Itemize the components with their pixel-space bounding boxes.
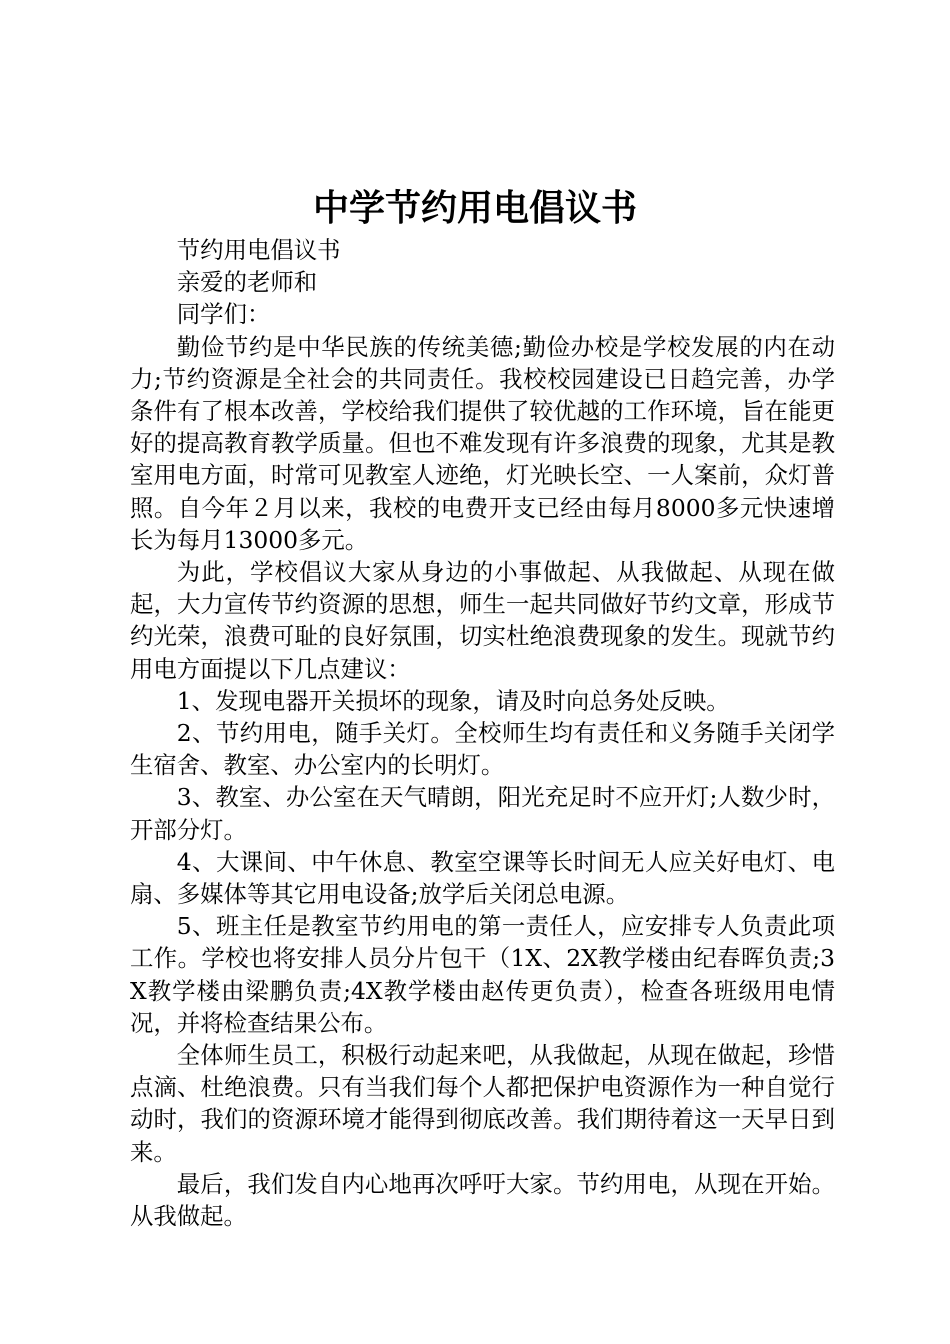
paragraph-salutation-1: 亲爱的老师和 (176, 268, 318, 297)
document-body (130, 234, 835, 1232)
paragraph-item-2: 2、节约用电，随手关灯。全校师生均有责任和义务随手关闭学生宿舍、教室、办公室内的长明灯。 (130, 719, 835, 780)
paragraph-item-5: 5、班主任是教室节约用电的第一责任人，应安排专人负责此项工作。学校也将安排人员分片包干（1X、2X教学楼由纪春晖负责;3X教学楼由梁鹏负责;4X教学楼由赵传更负责），检查各班级用电情况，并将检查结果公布。 (130, 912, 835, 1037)
paragraph-proposal: 为此，学校倡议大家从身边的小事做起、从我做起、从现在做起，大力宣传节约资源的思想，师生一起共同做好节约文章，形成节约光荣，浪费可耻的良好氛围，切实杜绝浪费现象的发生。现就节约用电方面提以下几点建议： (130, 558, 835, 683)
paragraph-heading: 节约用电倡议书 (176, 236, 341, 264)
paragraph-item-3: 3、教室、办公室在天气晴朗，阳光充足时不应开灯;人数少时，开部分灯。 (130, 783, 835, 844)
paragraph-item-1: 1、发现电器开关损坏的现象，请及时向总务处反映。 (176, 686, 730, 715)
paragraph-call-to-action: 全体师生员工，积极行动起来吧，从我做起，从现在做起，珍惜点滴、杜绝浪费。只有当我们每个人都把保护电资源作为一种自觉行动时，我们的资源环境才能得到彻底改善。我们期待着这一天早日到来。 (130, 1041, 835, 1166)
document-title: 中学节约用电倡议书 (312, 187, 637, 229)
paragraph-intro: 勤俭节约是中华民族的传统美德;勤俭办校是学校发展的内在动力;节约资源是全社会的共同责任。我校校园建设已日趋完善，办学条件有了根本改善，学校给我们提供了较优越的工作环境，旨在能更好的提高教育教学质量。但也不难发现有许多浪费的现象，尤其是教室用电方面，时常可见教室人迹绝，灯光映长空、一人案前，众灯普照。自今年２月以来，我校的电费开支已经由每月8000多元快速增长为每月13000多元。 (130, 332, 835, 554)
paragraph-salutation-2: 同学们： (176, 300, 271, 329)
paragraph-closing: 最后，我们发自内心地再次呼吁大家。节约用电，从现在开始。从我做起。 (130, 1169, 835, 1231)
paragraph-item-4: 4、大课间、中午休息、教室空课等长时间无人应关好电灯、电扇、多媒体等其它用电设备;放学后关闭总电源。 (130, 847, 835, 909)
